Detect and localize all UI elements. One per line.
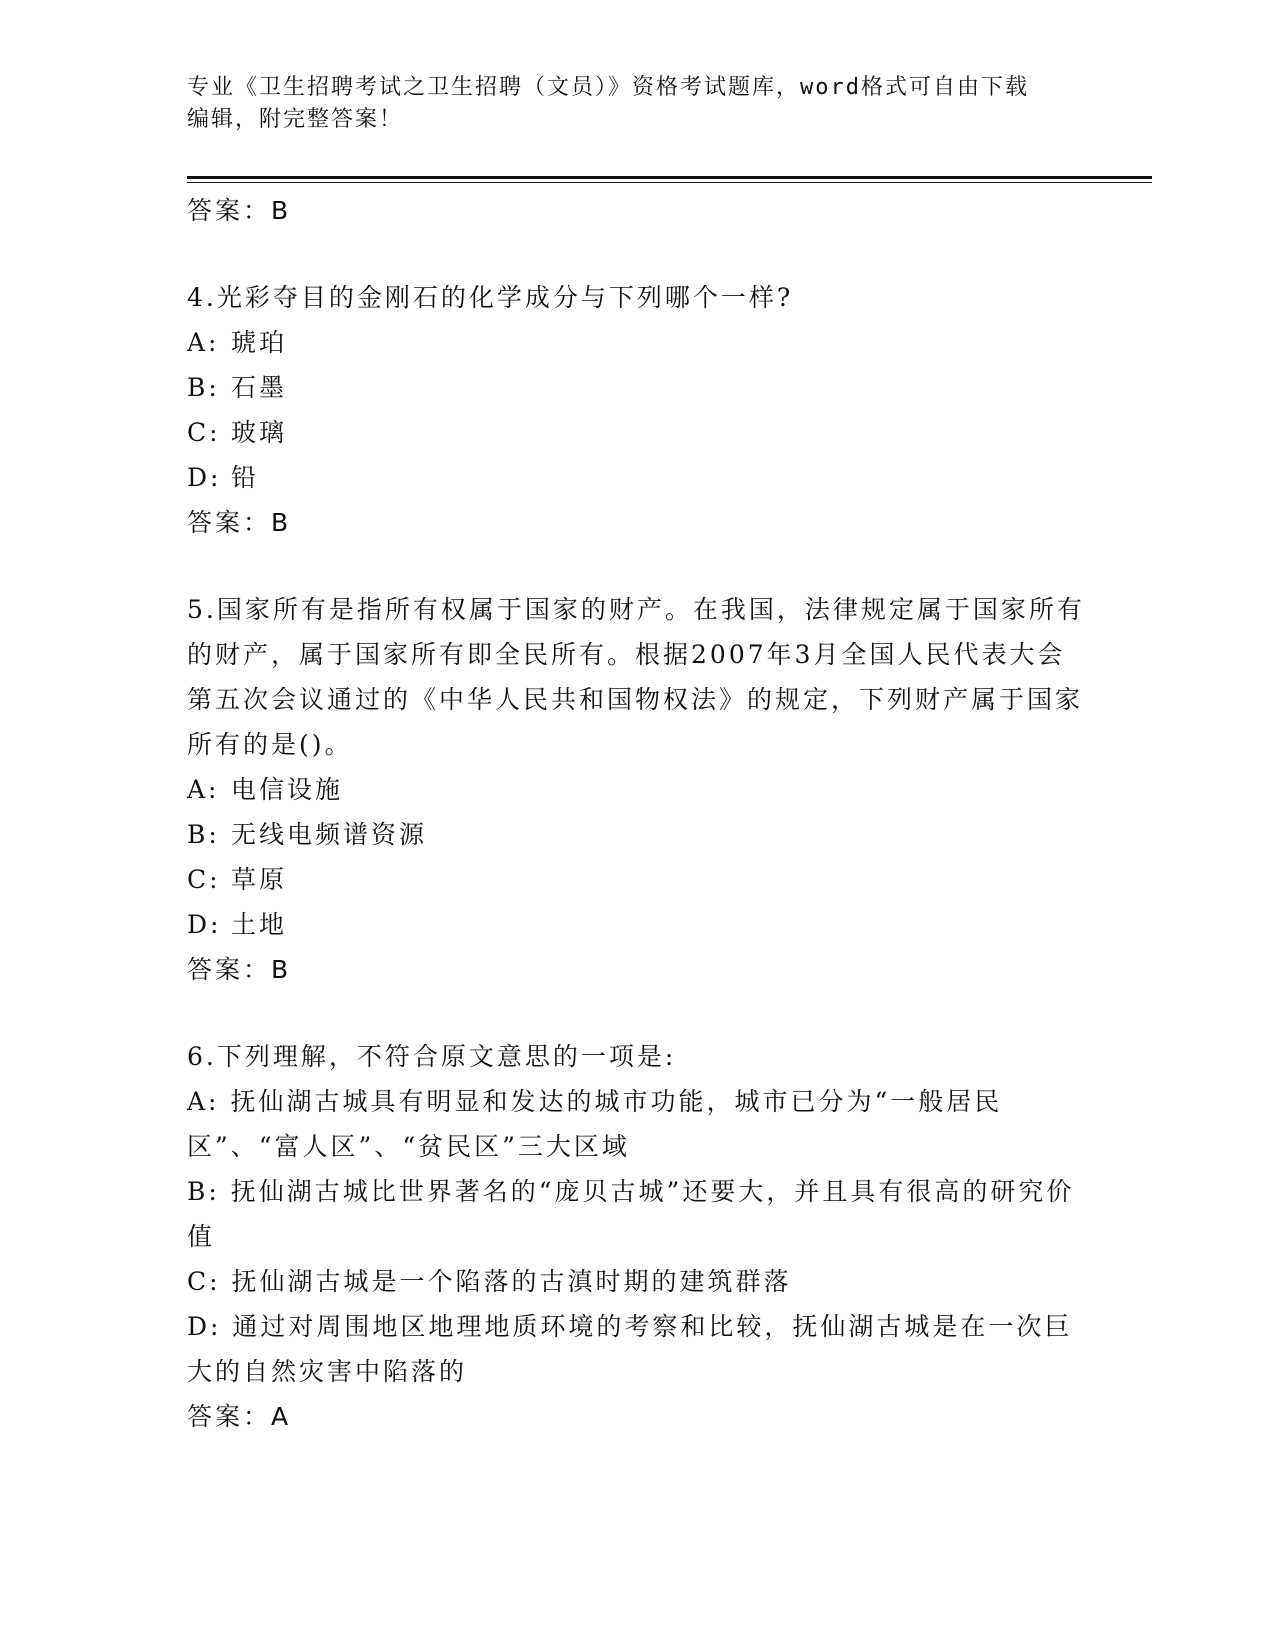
question-stem: 4.光彩夺目的金刚石的化学成分与下列哪个一样? <box>187 283 794 312</box>
question-4 <box>187 275 1087 545</box>
option-b <box>187 812 1087 857</box>
question-stem: 6.下列理解，不符合原文意思的一项是: <box>187 1042 677 1071</box>
option-a <box>187 767 1087 812</box>
option-text: 无线电频谱资源 <box>231 820 428 849</box>
option-label: B: <box>187 820 220 849</box>
option-text: 玻璃 <box>231 418 288 447</box>
option-c <box>187 1259 1087 1304</box>
document-header <box>187 72 1067 136</box>
option-d <box>187 902 1087 947</box>
question-6 <box>187 1034 1087 1439</box>
option-text: 抚仙湖古城具有明显和发达的城市功能，城市已分为“一般居民区”、“富人区”、“贫民区”三大区域 <box>187 1087 1003 1161</box>
answer-line: 答案：B <box>187 508 292 537</box>
option-text: 土地 <box>231 910 288 939</box>
option-label: C: <box>187 1267 221 1296</box>
option-text: 铅 <box>231 463 260 492</box>
option-label: C: <box>187 865 221 894</box>
option-text: 抚仙湖古城是一个陷落的古滇时期的建筑群落 <box>231 1267 792 1296</box>
option-label: B: <box>187 1177 220 1206</box>
option-label: B: <box>187 373 220 402</box>
header-divider-thin <box>187 182 1152 183</box>
option-b <box>187 1169 1087 1259</box>
option-text: 草原 <box>231 865 288 894</box>
option-text: 抚仙湖古城比世界著名的“庞贝古城”还要大，并且具有很高的研究价值 <box>187 1177 1075 1251</box>
option-label: D: <box>187 910 222 939</box>
option-text: 琥珀 <box>231 328 288 357</box>
option-label: A: <box>187 1087 220 1116</box>
option-text: 通过对周围地区地理地质环境的考察和比较，抚仙湖古城是在一次巨大的自然灾害中陷落的 <box>187 1312 1073 1386</box>
option-text: 石墨 <box>231 373 288 402</box>
option-text: 电信设施 <box>231 775 344 804</box>
option-label: A: <box>187 775 220 804</box>
option-label: D: <box>187 463 222 492</box>
header-divider-thick <box>187 176 1152 179</box>
header-line-1: 专业《卫生招聘考试之卫生招聘（文员）》资格考试题库，word格式可自由下载 <box>187 75 1029 100</box>
option-a <box>187 1079 1087 1169</box>
option-c <box>187 410 1087 455</box>
option-label: A: <box>187 328 220 357</box>
answer-line: 答案：B <box>187 955 292 984</box>
option-d <box>187 455 1087 500</box>
question-stem: 5.国家所有是指所有权属于国家的财产。在我国，法律规定属于国家所有的财产，属于国家所有即全民所有。根据2007年3月全国人民代表大会第五次会议通过的《中华人民共和国物权法》的规定，下列财产属于国家所有的是()。 <box>187 595 1085 759</box>
option-c <box>187 857 1087 902</box>
header-line-2: 编辑，附完整答案！ <box>187 107 404 132</box>
option-d <box>187 1304 1087 1394</box>
previous-answer: 答案：B <box>187 196 292 225</box>
option-label: D: <box>187 1312 222 1341</box>
question-content <box>187 188 1087 1439</box>
question-5 <box>187 587 1087 992</box>
option-label: C: <box>187 418 221 447</box>
answer-line: 答案：A <box>187 1402 292 1431</box>
option-a <box>187 320 1087 365</box>
option-b <box>187 365 1087 410</box>
